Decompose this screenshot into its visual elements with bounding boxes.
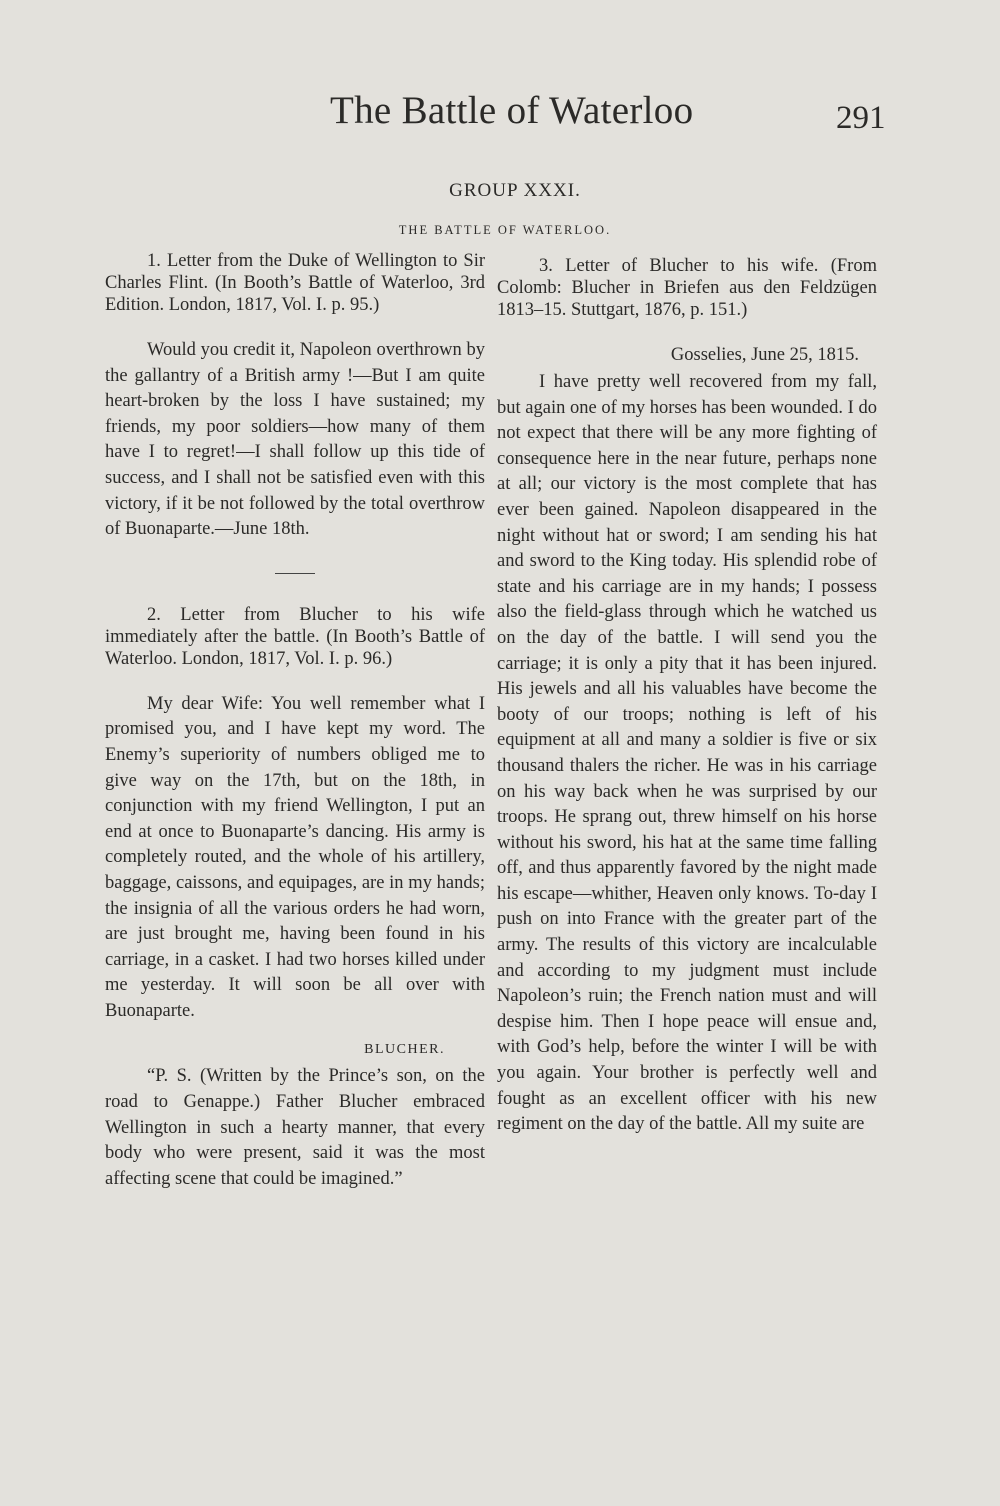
item2-source: 2. Letter from Blucher to his wife immediately after the battle. (In Booth’s Battle of Waterloo. London, 1817, Vol. I. p. 96.) — [105, 604, 485, 669]
right-column — [497, 255, 877, 1138]
item2-postscript: “P. S. (Written by the Prince’s son, on the road to Genappe.) Father Blucher embraced Wellington in such a hearty manner, that every body who were present, said it was the most affecting scene that could be imagined.” — [105, 1066, 485, 1189]
section-heading: THE BATTLE OF WATERLOO. — [398, 223, 612, 237]
item3-body: I have pretty well recovered from my fall, but again one of my horses has been wounded. I do not expect that there will be any more fighting of consequence here in the near future, perhaps none at all; our victory is the most complete that has ever been gained. Napoleon disappeared in the night without hat or sword; I am sending his hat and sword to the King today. His splendid robe of state and his carriage are in my hands; I possess also the field-glass through which he watched us on the day of the battle. I will send you the carriage; it is only a pity that it has been injured. His jewels and all his valuables have become the booty of our troops; nothing is left of his equipment at all and many a soldier is five or six thousand thalers the richer. He was in his carriage on his way back when he was surprised by our troops. He sprang out, threw himself on his horse without his sword, his hat at the same time falling off, and thus apparently favored by the night made his escape—whither, Heaven only knows. To-day I push on into France with the greater part of the army. The results of this victory are incalculable and according to my judgment must include Napoleon’s ruin; the French nation must and will despise him. Then I hope peace will ensue and, with God’s help, before the winter I will be with you again. Your brother is perfectly well and fought as an excellent officer with his new regiment on the day of the battle. All my suite are — [497, 372, 877, 1135]
group-heading: GROUP XXXI. — [449, 180, 581, 201]
item2-body: My dear Wife: You well remember what I promised you, and I have kept my word. The Enemy’s superiority of numbers obliged me to give way on the 17th, but on the 18th, in conjunction with my friend Wellington, I put an end at once to Buonaparte’s dancing. His army is completely routed, and the whole of his artillery, baggage, caissons, and equipages, are in my hands; the insignia of all the various orders he had worn, are just brought me, having been found in his carriage, in a casket. I had two horses killed under me yesterday. It will soon be all over with Buonaparte. — [105, 693, 485, 1021]
item3-date: Gosselies, June 25, 1815. — [670, 345, 859, 365]
item3-source: 3. Letter of Blucher to his wife. (From Colomb: Blucher in Briefen aus den Feldzügen 1813–15. Stuttgart, 1876, p. 151.) — [497, 256, 877, 320]
left-column — [105, 250, 485, 1192]
item1-source: 1. Letter from the Duke of Wellington to Sir Charles Flint. (In Booth’s Battle of Waterloo, 3rd Edition. London, 1817, Vol. I. p. 95.) — [105, 251, 485, 315]
section-divider — [275, 573, 315, 574]
item2-signature: BLUCHER. — [364, 1042, 445, 1058]
page-number: 291 — [836, 100, 886, 136]
item1-body: Would you credit it, Napoleon overthrown by the gallantry of a British army !—But I am quite heart-broken by the loss I have sustained; my friends, my poor soldiers—how many of them have I to regret!—I shall follow up this tide of success, and I shall not be satisfied even with this victory, if it be not followed by the total overthrow of Buonaparte.—June 18th. — [105, 340, 485, 540]
running-title: The Battle of Waterloo — [330, 89, 694, 132]
